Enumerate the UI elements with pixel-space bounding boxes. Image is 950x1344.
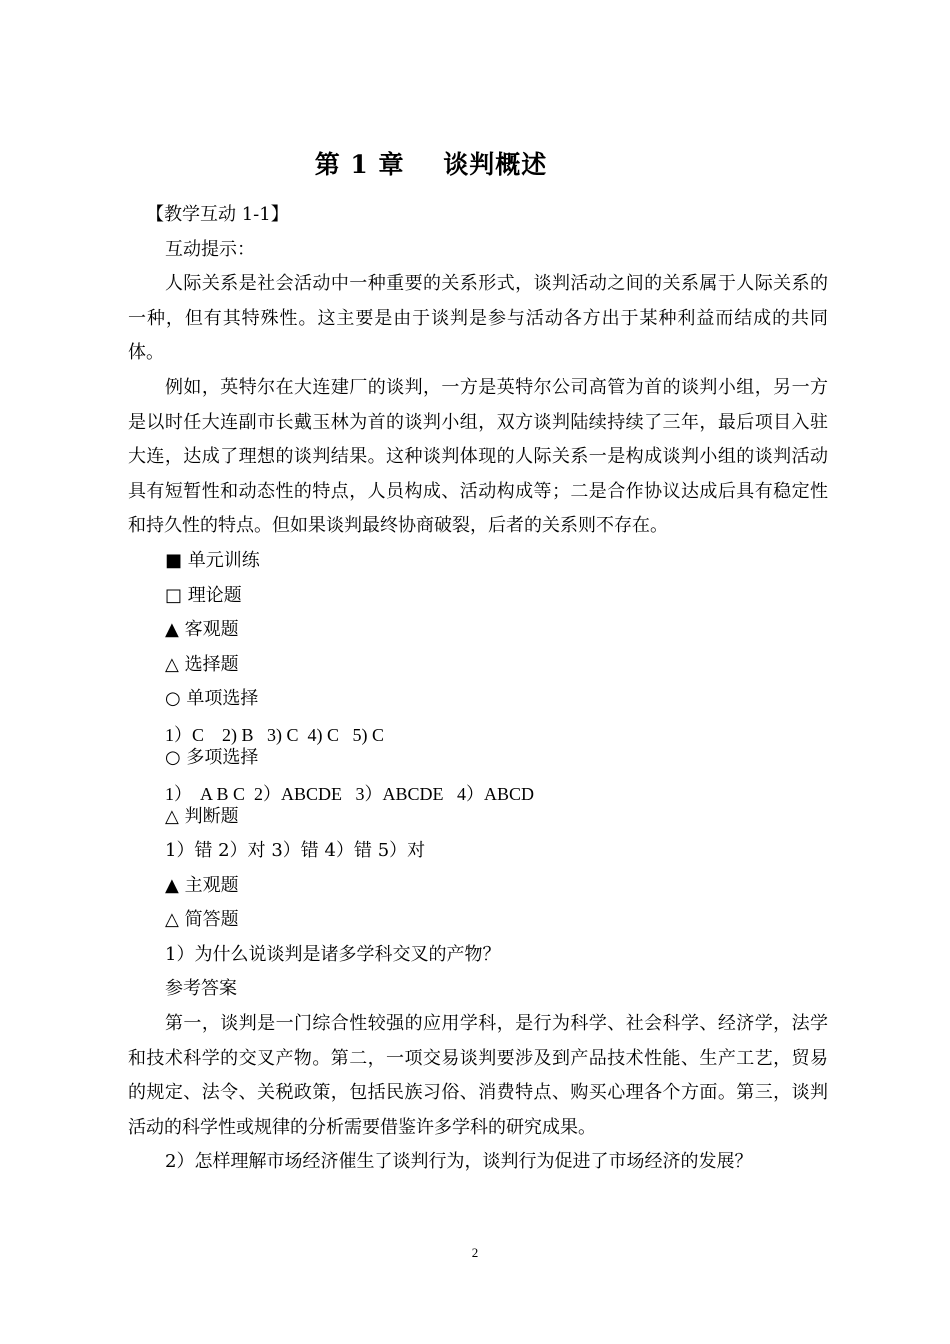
section-label: 【教学互动 1-1】 — [146, 204, 289, 225]
heading-subjective: ▲ 主观题 — [165, 874, 239, 896]
chapter-title: 第 1 章 谈判概述 — [314, 150, 548, 179]
heading-multiple-choice: ○ 多项选择 — [165, 746, 259, 768]
heading-true-false: △ 判断题 — [165, 805, 239, 827]
paragraph-intel-example: 例如，英特尔在大连建厂的谈判，一方是英特尔公司高管为首的谈判小组，另一方是以时任大连副市长戴玉林为首的谈判小组，双方谈判陆续持续了三年，最后项目入驻大连，达成了理想的谈判结果。这种谈判体现的人际关系一是构成谈判小组的谈判活动具有短暂性和动态性的特点，人员构成、活动构成等；二是合作协议达成后具有稳定性和持久性的特点。但如果谈判最终协商破裂，后者的关系则不存在。 — [128, 376, 828, 537]
page-number: 2 — [471, 1245, 479, 1260]
question-2: 2）怎样理解市场经济催生了谈判行为，谈判行为促进了市场经济的发展？ — [165, 1151, 753, 1173]
paragraph-interpersonal: 人际关系是社会活动中一种重要的关系形式，谈判活动之间的关系属于人际关系的一种，但有其特殊性。这主要是由于谈判是参与活动各方出于某种利益而结成的共同体。 — [128, 273, 828, 364]
page-content — [128, 198, 828, 1180]
heading-theory: □ 理论题 — [165, 584, 242, 606]
hint-label: 互动提示： — [165, 238, 255, 260]
true-false-answers: 1）错 2）对 3）错 4）错 5）对 — [165, 840, 426, 862]
question-1: 1）为什么说谈判是诸多学科交叉的产物？ — [165, 943, 501, 965]
heading-short-answer: △ 简答题 — [165, 909, 239, 931]
heading-choice: △ 选择题 — [165, 653, 239, 675]
reference-answer-label: 参考答案 — [165, 978, 237, 1000]
single-choice-answers: 1）C 2) B 3) C 4) C 5) C — [165, 724, 385, 745]
multiple-choice-answers: 1） A B C 2）ABCDE 3）ABCDE 4）ABCD — [165, 783, 535, 804]
heading-single-choice: ○ 单项选择 — [165, 688, 259, 710]
answer-1: 第一，谈判是一门综合性较强的应用学科，是行为科学、社会科学、经济学，法学和技术科学的交叉产物。第二，一项交易谈判要涉及到产品技术性能、生产工艺，贸易的规定、法令、关税政策，包括民族习俗、消费特点、购买心理各个方面。第三，谈判活动的科学性或规律的分析需要借鉴许多学科的研究成果。 — [128, 1013, 828, 1138]
heading-objective: ▲ 客观题 — [165, 619, 239, 641]
heading-unit-training: ■ 单元训练 — [165, 549, 260, 571]
